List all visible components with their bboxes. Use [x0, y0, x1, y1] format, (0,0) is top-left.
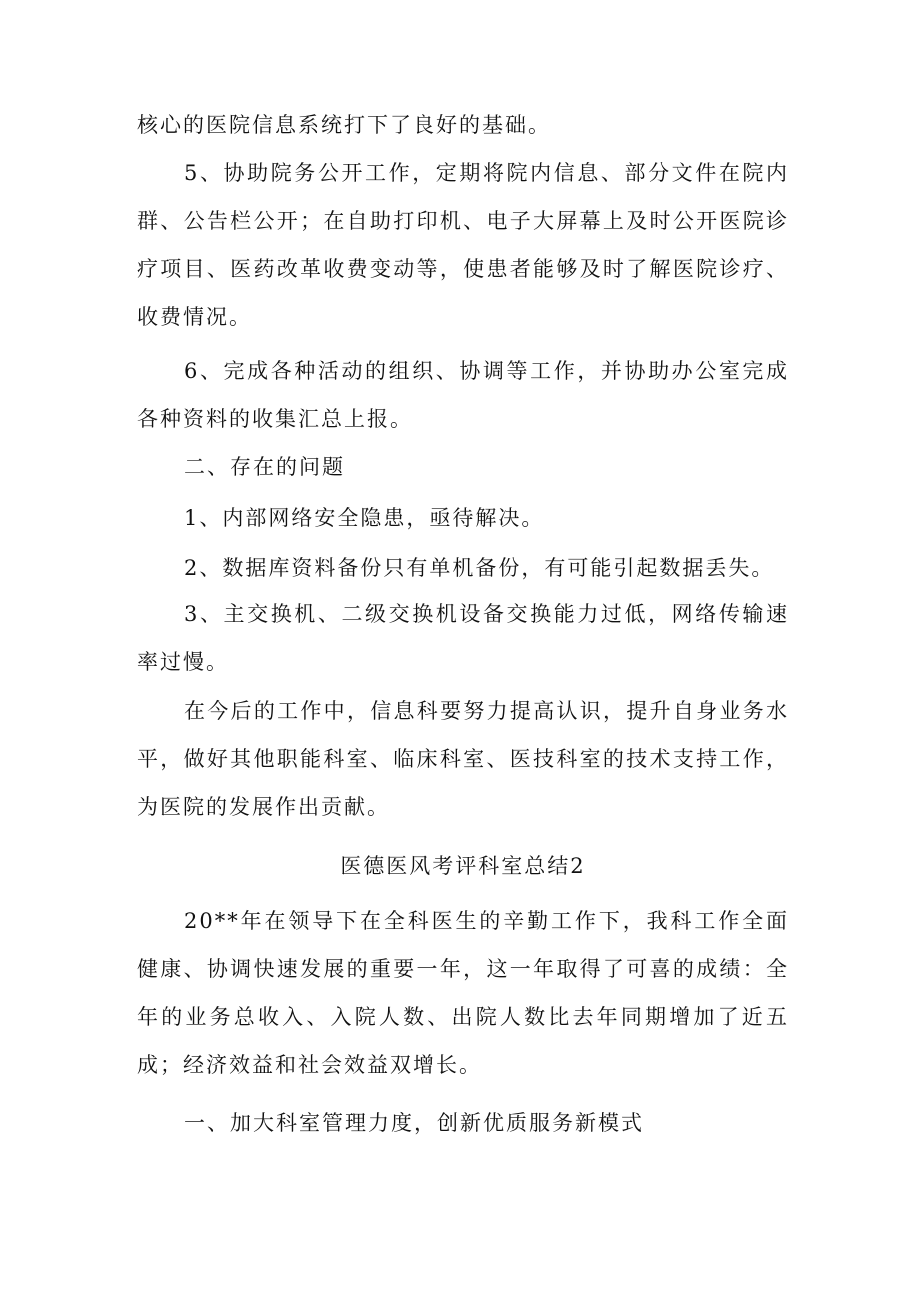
section-title: 医德医风考评科室总结2: [340, 854, 586, 878]
paragraph-conclusion: 在今后的工作中，信息科要努力提高认识，提升自身业务水平，做好其他职能科室、临床科室、医技科室的技术支持工作，为医院的发展作出贡献。: [137, 699, 789, 819]
paragraph-continuation: 核心的医院信息系统打下了良好的基础。: [137, 113, 551, 137]
section-heading-management: 一、加大科室管理力度，创新优质服务新模式: [184, 1111, 644, 1135]
paragraph-summary: 20**年在领导下在全科医生的辛勤工作下，我科工作全面健康、协调快速发展的重要一年，这一年取得了可喜的成绩：全年的业务总收入、入院人数、出院人数比去年同期增加了近五成；经济效益和社会效益双增长。: [137, 909, 789, 1077]
problem-item-2: 2、数据库资料备份只有单机备份，有可能引起数据丢失。: [184, 556, 775, 580]
problem-item-3: 3、主交换机、二级交换机设备交换能力过低，网络传输速率过慢。: [137, 602, 789, 674]
paragraph-item-6: 6、完成各种活动的组织、协调等工作，并协助办公室完成各种资料的收集汇总上报。: [137, 359, 789, 431]
paragraph-item-5: 5、协助院务公开工作，定期将院内信息、部分文件在院内群、公告栏公开；在自助打印机、电子大屏幕上及时公开医院诊疗项目、医药改革收费变动等，使患者能够及时了解医院诊疗、收费情况。: [137, 161, 789, 329]
problem-item-1: 1、内部网络安全隐患，亟待解决。: [184, 506, 545, 530]
section-heading-problems: 二、存在的问题: [184, 455, 345, 479]
